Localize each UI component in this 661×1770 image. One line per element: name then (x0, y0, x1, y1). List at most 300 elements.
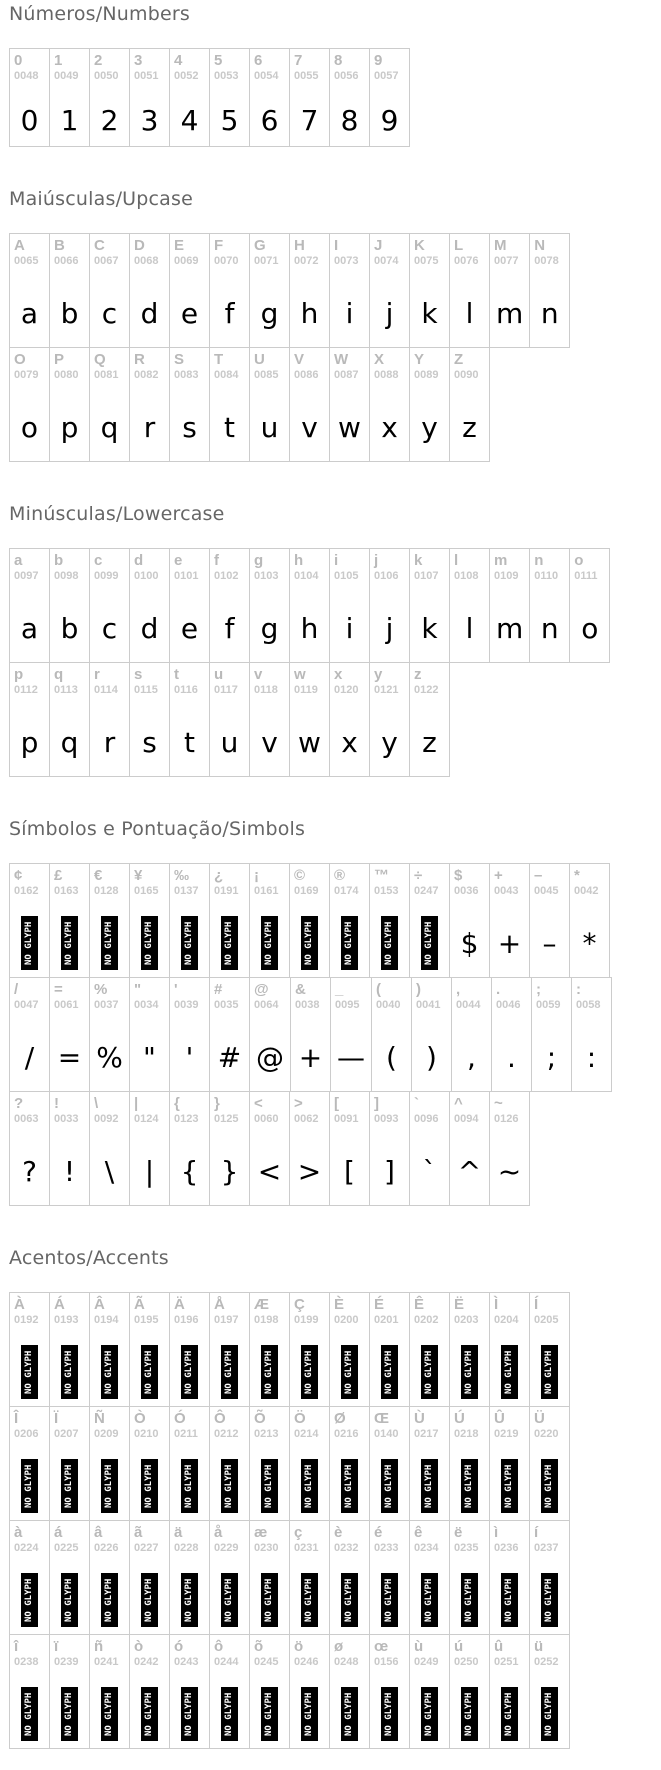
cell-header (530, 1293, 569, 1338)
cell-header (290, 864, 329, 909)
cell-header (370, 864, 409, 909)
cell-header (570, 864, 609, 909)
glyph-area (530, 1452, 569, 1520)
cell-header (50, 978, 89, 1023)
unicode-code: 0046 (496, 999, 521, 1011)
glyph-sample: : (586, 1040, 597, 1074)
no-glyph-box: NO GLYPH (221, 916, 238, 970)
cell-header (290, 348, 329, 393)
glyph-cell-0205 (530, 1293, 570, 1407)
glyph-cell-0198 (250, 1293, 290, 1407)
no-glyph-box: NO GLYPH (181, 1459, 198, 1513)
char-label: ™ (374, 867, 389, 884)
cell-header (10, 1407, 49, 1452)
unicode-code: 0204 (494, 1314, 519, 1326)
unicode-code: 0116 (174, 684, 198, 696)
glyph-sample: \ (104, 1154, 115, 1188)
glyph-cell-0249 (410, 1635, 450, 1749)
glyph-area (450, 1680, 489, 1748)
unicode-code: 0103 (254, 570, 279, 582)
unicode-code: 0201 (374, 1314, 399, 1326)
glyph-cell-0114 (90, 663, 130, 777)
char-label: y (374, 666, 383, 683)
no-glyph-box: NO GLYPH (501, 1459, 518, 1513)
glyph-cell-0163 (50, 864, 90, 978)
unicode-code: 0212 (214, 1428, 239, 1440)
unicode-code: 0039 (174, 999, 199, 1011)
unicode-code: 0117 (214, 684, 238, 696)
glyph-cell-0086 (290, 348, 330, 462)
cell-header (530, 1407, 569, 1452)
cell-header (130, 864, 169, 909)
cell-header (210, 348, 249, 393)
char-label: ' (174, 981, 178, 998)
glyph-cell-0244 (210, 1635, 250, 1749)
char-label: ¿ (214, 867, 224, 884)
char-label: ü (534, 1638, 544, 1655)
cell-header (250, 1635, 289, 1680)
glyph-area (130, 1680, 169, 1748)
glyph-area (250, 1680, 289, 1748)
glyph-sample: o (20, 410, 39, 444)
cell-header (490, 234, 529, 279)
glyph-cell-0083 (170, 348, 210, 462)
cell-header (50, 1521, 89, 1566)
unicode-code: 0099 (94, 570, 119, 582)
unicode-code: 0234 (414, 1542, 439, 1554)
char-label: Æ (254, 1296, 269, 1313)
glyph-sample: g (260, 611, 279, 645)
glyph-area (330, 1338, 369, 1406)
glyph-area (90, 1338, 129, 1406)
glyph-cell-0232 (330, 1521, 370, 1635)
cell-header (210, 1092, 249, 1137)
char-label: Ï (54, 1410, 59, 1427)
glyph-area (490, 1452, 529, 1520)
glyph-cell-0197 (210, 1293, 250, 1407)
glyph-cell-0193 (50, 1293, 90, 1407)
unicode-code: 0206 (14, 1428, 39, 1440)
char-label: ê (414, 1524, 423, 1541)
unicode-code: 0128 (94, 885, 119, 897)
unicode-code: 0036 (454, 885, 479, 897)
glyph-cell-0102 (210, 549, 250, 663)
unicode-code: 0207 (54, 1428, 79, 1440)
unicode-code: 0061 (54, 999, 79, 1011)
char-label: æ (254, 1524, 268, 1541)
glyph-cell-0210 (130, 1407, 170, 1521)
glyph-area (330, 1566, 369, 1634)
unicode-code: 0194 (94, 1314, 119, 1326)
glyph-area (50, 1680, 89, 1748)
cell-header (450, 1293, 489, 1338)
cell-header (210, 978, 249, 1023)
cell-header (412, 978, 451, 1023)
glyph-row (9, 1406, 570, 1521)
glyph-sample: s (182, 410, 197, 444)
unicode-code: 0230 (254, 1542, 279, 1554)
glyph-cell-0058 (572, 978, 612, 1092)
glyph-grid-uppercase (9, 233, 661, 462)
unicode-code: 0059 (536, 999, 561, 1011)
no-glyph-box: NO GLYPH (261, 1459, 278, 1513)
unicode-code: 0162 (14, 885, 39, 897)
char-label: Ç (294, 1296, 305, 1313)
char-label: | (134, 1095, 139, 1112)
glyph-sample: + (298, 1040, 323, 1074)
char-label: x (334, 666, 343, 683)
cell-header (210, 1635, 249, 1680)
char-label: m (494, 552, 508, 569)
glyph-cell-0202 (410, 1293, 450, 1407)
unicode-code: 0109 (494, 570, 519, 582)
char-label: ~ (494, 1095, 503, 1112)
glyph-area (210, 1680, 249, 1748)
char-label: È (334, 1296, 345, 1313)
glyph-cell-0120 (330, 663, 370, 777)
glyph-area (330, 909, 369, 977)
unicode-code: 0191 (214, 885, 239, 897)
cell-header (170, 549, 209, 594)
no-glyph-box: NO GLYPH (101, 1687, 118, 1741)
glyph-sample: # (217, 1040, 242, 1074)
cell-header (130, 1092, 169, 1137)
char-label: ! (54, 1095, 59, 1112)
unicode-code: 0156 (374, 1656, 399, 1668)
section-title-numbers: Números/Numbers (9, 3, 190, 25)
char-label: V (294, 351, 305, 368)
cell-header (10, 234, 49, 279)
cell-header (290, 1293, 329, 1338)
unicode-code: 0084 (214, 369, 239, 381)
char-label: M (494, 237, 507, 254)
no-glyph-box: NO GLYPH (21, 1459, 38, 1513)
char-label: ã (134, 1524, 143, 1541)
glyph-cell-0106 (370, 549, 410, 663)
cell-header (331, 978, 371, 1023)
char-label: 6 (254, 52, 263, 69)
glyph-cell-0087 (330, 348, 370, 462)
cell-header (170, 234, 209, 279)
unicode-code: 0236 (494, 1542, 519, 1554)
unicode-code: 0094 (454, 1113, 479, 1125)
char-label: 7 (294, 52, 303, 69)
glyph-area (490, 1338, 529, 1406)
cell-header (130, 978, 169, 1023)
cell-header (90, 978, 129, 1023)
no-glyph-box: NO GLYPH (541, 1573, 558, 1627)
glyph-area (530, 1680, 569, 1748)
no-glyph-box: NO GLYPH (541, 1459, 558, 1513)
glyph-sample: 2 (100, 103, 119, 137)
no-glyph-box: NO GLYPH (421, 1345, 438, 1399)
unicode-code: 0100 (134, 570, 159, 582)
glyph-sample: — (337, 1040, 365, 1074)
glyph-cell-0060 (250, 1092, 290, 1206)
glyph-row (9, 347, 490, 462)
glyph-cell-0095 (331, 978, 372, 1092)
cell-header (410, 1635, 449, 1680)
glyph-cell-0118 (250, 663, 290, 777)
no-glyph-box: NO GLYPH (101, 1345, 118, 1399)
glyph-cell-0226 (90, 1521, 130, 1635)
glyph-cell-0119 (290, 663, 330, 777)
glyph-area (450, 1452, 489, 1520)
cell-header (370, 234, 409, 279)
glyph-sample: ) (426, 1040, 437, 1074)
unicode-code: 0085 (254, 369, 279, 381)
unicode-code: 0098 (54, 570, 79, 582)
unicode-code: 0165 (134, 885, 159, 897)
glyph-sample: c (101, 611, 118, 645)
glyph-area (10, 1452, 49, 1520)
section-numbers (9, 4, 661, 147)
glyph-sample: ; (546, 1040, 557, 1074)
glyph-sample: v (261, 725, 278, 759)
glyph-row (9, 548, 610, 663)
char-label: > (294, 1095, 303, 1112)
glyph-sample: p (20, 725, 39, 759)
char-label: Q (94, 351, 106, 368)
cell-header (90, 1293, 129, 1338)
char-label: r (94, 666, 100, 683)
unicode-code: 0220 (534, 1428, 559, 1440)
cell-header (410, 1521, 449, 1566)
cell-header (370, 663, 409, 708)
unicode-code: 0054 (254, 70, 279, 82)
char-label: í (534, 1524, 539, 1541)
char-label: ú (454, 1638, 464, 1655)
glyph-cell-0109 (490, 549, 530, 663)
glyph-sample: a (20, 611, 39, 645)
unicode-code: 0196 (174, 1314, 199, 1326)
unicode-code: 0035 (214, 999, 239, 1011)
glyph-cell-0250 (450, 1635, 490, 1749)
cell-header (250, 348, 289, 393)
char-label: % (94, 981, 108, 998)
unicode-code: 0083 (174, 369, 199, 381)
glyph-sample: i (345, 611, 354, 645)
cell-header (90, 1521, 129, 1566)
glyph-sample: { (180, 1154, 199, 1188)
glyph-cell-0196 (170, 1293, 210, 1407)
glyph-cell-0036 (450, 864, 490, 978)
char-label: ó (174, 1638, 184, 1655)
cell-header (210, 1293, 249, 1338)
char-label: Z (454, 351, 464, 368)
no-glyph-box: NO GLYPH (421, 1573, 438, 1627)
glyph-area (250, 909, 289, 977)
glyph-cell-0044 (452, 978, 492, 1092)
glyph-cell-0153 (370, 864, 410, 978)
cell-header (90, 49, 129, 94)
cell-header (130, 348, 169, 393)
cell-header (370, 348, 409, 393)
glyph-sample: b (60, 611, 79, 645)
cell-header (10, 978, 49, 1023)
unicode-code: 0108 (454, 570, 479, 582)
char-label: Ü (534, 1410, 545, 1427)
char-label: Ê (414, 1296, 425, 1313)
unicode-code: 0214 (294, 1428, 319, 1440)
unicode-code: 0169 (294, 885, 319, 897)
char-label: ì (494, 1524, 499, 1541)
char-label: q (54, 666, 64, 683)
no-glyph-box: NO GLYPH (141, 1573, 158, 1627)
char-label: ‰ (174, 867, 189, 884)
glyph-cell-0216 (330, 1407, 370, 1521)
no-glyph-box: NO GLYPH (461, 1345, 478, 1399)
glyph-area (410, 1338, 449, 1406)
unicode-code: 0113 (54, 684, 78, 696)
glyph-area (410, 909, 449, 977)
no-glyph-box: NO GLYPH (381, 1687, 398, 1741)
char-label: v (254, 666, 263, 683)
glyph-sample: @ (256, 1040, 284, 1074)
cell-header (410, 1092, 449, 1137)
char-label: Ø (334, 1410, 346, 1427)
glyph-area (450, 1338, 489, 1406)
unicode-code: 0053 (214, 70, 239, 82)
cell-header (90, 348, 129, 393)
char-label: t (174, 666, 179, 683)
unicode-code: 0042 (574, 885, 599, 897)
glyph-sample: f (224, 296, 235, 330)
glyph-sample: m (496, 611, 524, 645)
glyph-cell-0242 (130, 1635, 170, 1749)
cell-header (450, 864, 489, 909)
unicode-code: 0247 (414, 885, 439, 897)
glyph-cell-0227 (130, 1521, 170, 1635)
cell-header (410, 663, 449, 708)
glyph-sample: a (20, 296, 39, 330)
glyph-cell-0079 (10, 348, 50, 462)
cell-header (450, 549, 489, 594)
char-label: © (294, 867, 306, 884)
cell-header (210, 549, 249, 594)
glyph-sample: j (385, 296, 394, 330)
glyph-sample: d (140, 611, 159, 645)
glyph-cell-0237 (530, 1521, 570, 1635)
glyph-cell-0212 (210, 1407, 250, 1521)
char-label: 0 (14, 52, 23, 69)
char-label: Ñ (94, 1410, 105, 1427)
cell-header (370, 49, 409, 94)
glyph-sample: = (57, 1040, 82, 1074)
unicode-code: 0067 (94, 255, 119, 267)
unicode-code: 0043 (494, 885, 519, 897)
char-label: Á (54, 1296, 65, 1313)
glyph-cell-0194 (90, 1293, 130, 1407)
glyph-cell-0051 (130, 49, 170, 147)
no-glyph-box: NO GLYPH (341, 1687, 358, 1741)
unicode-code: 0038 (295, 999, 320, 1011)
char-label: X (374, 351, 385, 368)
cell-header (50, 1407, 89, 1452)
no-glyph-box: NO GLYPH (461, 1573, 478, 1627)
section-title-symbols: Símbolos e Pontuação/Simbols (9, 818, 306, 840)
section-accents (9, 1248, 661, 1749)
cell-header (450, 234, 489, 279)
glyph-area (530, 1566, 569, 1634)
no-glyph-box: NO GLYPH (141, 916, 158, 970)
no-glyph-box: NO GLYPH (101, 916, 118, 970)
char-label: ÷ (414, 867, 423, 884)
cell-header (530, 1521, 569, 1566)
cell-header (170, 49, 209, 94)
glyph-cell-0070 (210, 234, 250, 348)
glyph-cell-0076 (450, 234, 490, 348)
no-glyph-box: NO GLYPH (381, 1345, 398, 1399)
glyph-cell-0201 (370, 1293, 410, 1407)
glyph-cell-0140 (370, 1407, 410, 1521)
unicode-code: 0216 (334, 1428, 359, 1440)
glyph-sample: + (497, 926, 522, 960)
char-label: } (214, 1095, 220, 1112)
glyph-cell-0048 (10, 49, 50, 147)
unicode-code: 0070 (214, 255, 239, 267)
no-glyph-box: NO GLYPH (61, 1345, 78, 1399)
cell-header (291, 978, 330, 1023)
glyph-map-content (9, 4, 661, 1749)
unicode-code: 0227 (134, 1542, 159, 1554)
glyph-cell-0050 (90, 49, 130, 147)
cell-header (50, 348, 89, 393)
no-glyph-box: NO GLYPH (301, 1459, 318, 1513)
glyph-cell-0037 (90, 978, 130, 1092)
unicode-code: 0198 (254, 1314, 279, 1326)
unicode-code: 0249 (414, 1656, 439, 1668)
glyph-sample: l (465, 296, 474, 330)
glyph-area (130, 909, 169, 977)
glyph-cell-0247 (410, 864, 450, 978)
glyph-area (370, 1338, 409, 1406)
no-glyph-box: NO GLYPH (341, 1345, 358, 1399)
glyph-sample: 6 (260, 103, 279, 137)
unicode-code: 0091 (334, 1113, 359, 1125)
char-label: Ó (174, 1410, 186, 1427)
glyph-cell-0110 (530, 549, 570, 663)
cell-header (170, 1293, 209, 1338)
glyph-area (290, 909, 329, 977)
no-glyph-box: NO GLYPH (221, 1459, 238, 1513)
char-label: Î (14, 1410, 19, 1427)
glyph-cell-0053 (210, 49, 250, 147)
unicode-code: 0076 (454, 255, 479, 267)
glyph-area (530, 1338, 569, 1406)
unicode-code: 0082 (134, 369, 159, 381)
char-label: Ô (214, 1410, 226, 1427)
cell-header (210, 1521, 249, 1566)
no-glyph-box: NO GLYPH (61, 1687, 78, 1741)
no-glyph-box: NO GLYPH (101, 1573, 118, 1627)
cell-header (170, 348, 209, 393)
glyph-cell-0085 (250, 348, 290, 462)
glyph-cell-0156 (370, 1635, 410, 1749)
cell-header (450, 1407, 489, 1452)
unicode-code: 0225 (54, 1542, 79, 1554)
glyph-sample: ^ (457, 1154, 482, 1188)
unicode-code: 0226 (94, 1542, 119, 1554)
glyph-cell-0084 (210, 348, 250, 462)
glyph-cell-0169 (290, 864, 330, 978)
char-label: D (134, 237, 145, 254)
glyph-sample: . (507, 1040, 516, 1074)
no-glyph-box: NO GLYPH (341, 1573, 358, 1627)
unicode-code: 0238 (14, 1656, 39, 1668)
glyph-area (130, 1452, 169, 1520)
unicode-code: 0033 (54, 1113, 79, 1125)
